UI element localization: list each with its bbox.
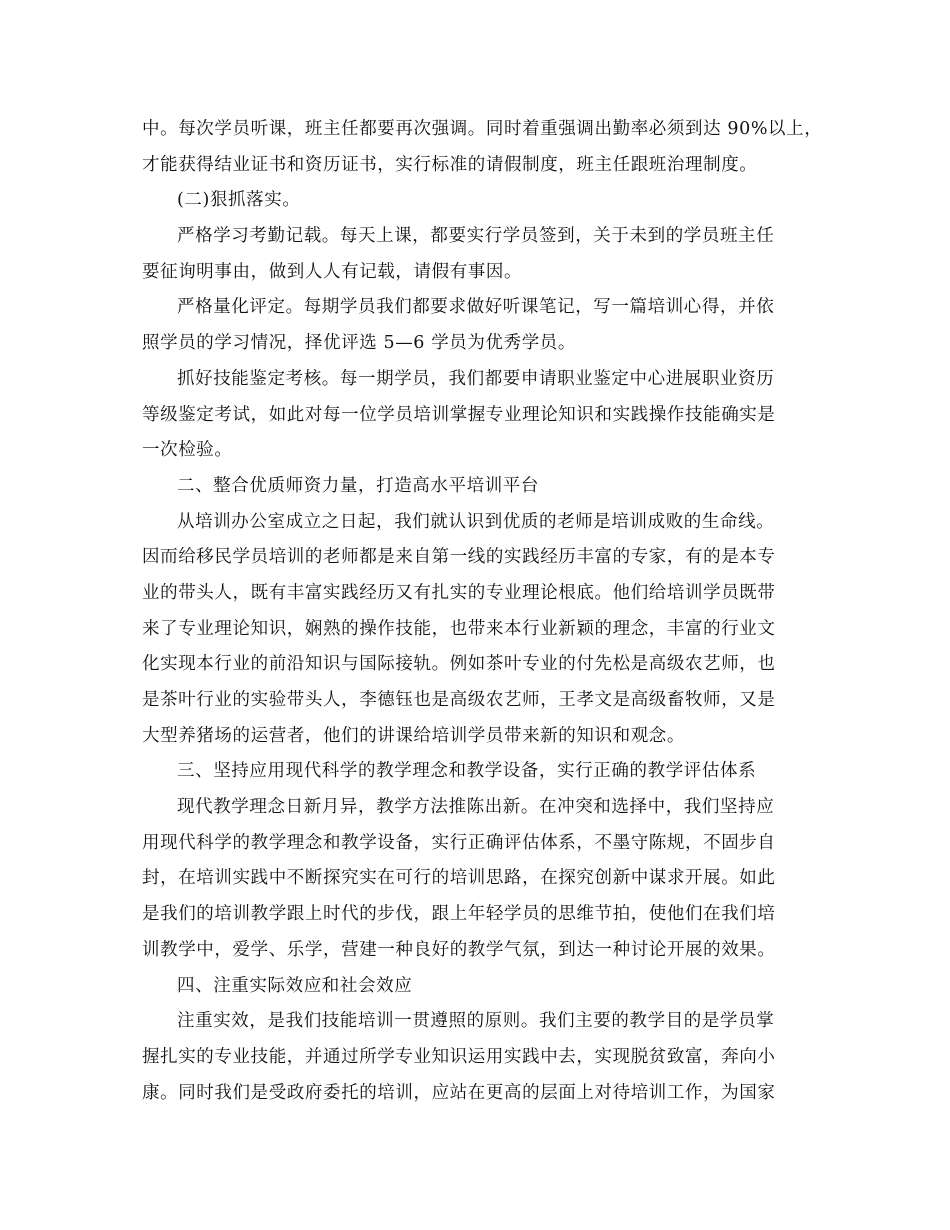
text-line: 训教学中，爱学、乐学，营建一种良好的教学气氛，到达一种讨论开展的效果。 [142, 939, 776, 960]
text-line: 封，在培训实践中不断探究实在可行的培训思路，在探究创新中谋求开展。如此 [142, 868, 776, 889]
text-line: 注重实效，是我们技能培训一贯遵照的原则。我们主要的教学目的是学员掌 [177, 1011, 775, 1032]
text-line: 是茶叶行业的实验带头人，李德钰也是高级农艺师，王孝文是高级畜牧师，又是 [142, 690, 776, 710]
text-line: 三、坚持应用现代科学的教学理念和教学设备，实行正确的教学评估体系 [177, 761, 757, 782]
text-line: 因而给移民学员培训的老师都是来自第一线的实践经历丰富的专家，有的是本专 [142, 547, 776, 568]
text-line: 康。同时我们是受政府委托的培训，应站在更高的层面上对待培训工作，为国家 [142, 1082, 776, 1103]
text-line: 严格学习考勤记载。每天上课，都要实行学员签到，关于未到的学员班主任 [177, 226, 775, 247]
text-line: 来了专业理论知识，娴熟的操作技能，也带来本行业新颖的理念，丰富的行业文 [142, 618, 776, 639]
text-line: 才能获得结业证书和资历证书，实行标准的请假制度，班主任跟班治理制度。 [142, 154, 758, 175]
text-line: 二、整合优质师资力量，打造高水平培训平台 [177, 475, 539, 496]
text-line: 是我们的培训教学跟上时代的步伐，跟上年轻学员的思维节拍，使他们在我们培 [142, 904, 776, 925]
text-line: 中。每次学员听课，班主任都要再次强调。同时着重强调出勤率必须到达 90%以上， [142, 119, 823, 139]
text-line: 业的带头人，既有丰富实践经历又有扎实的专业理论根底。他们给培训学员既带 [142, 582, 776, 603]
body-text [142, 112, 822, 1111]
text-line: (二)狠抓落实。 [177, 190, 301, 211]
text-line: 从培训办公室成立之日起，我们就认识到优质的老师是培训成败的生命线。 [177, 511, 775, 532]
text-line: 现代教学理念日新月异，教学方法推陈出新。在冲突和选择中，我们坚持应 [177, 797, 775, 818]
text-line: 要征询明事由，做到人人有记载，请假有事因。 [142, 261, 523, 282]
text-line: 等级鉴定考试，如此对每一位学员培训掌握专业理论知识和实践操作技能确实是 [142, 404, 776, 425]
text-line: 用现代科学的教学理念和教学设备，实行正确评估体系，不墨守陈规，不固步自 [142, 832, 776, 853]
text-line: 大型养猪场的运营者，他们的讲课给培训学员带来新的知识和观念。 [142, 725, 685, 746]
text-line: 严格量化评定。每期学员我们都要求做好听课笔记，写一篇培训心得，并依 [177, 297, 775, 318]
text-line: 照学员的学习情况，择优评选 5—6 学员为优秀学员。 [142, 333, 576, 354]
text-line: 握扎实的专业技能，并通过所学专业知识运用实践中去，实现脱贫致富，奔向小 [142, 1046, 776, 1067]
text-line: 四、注重实际效应和社会效应 [177, 975, 413, 996]
text-line: 化实现本行业的前沿知识与国际接轨。例如茶叶专业的付先松是高级农艺师，也 [142, 654, 776, 675]
text-line: 抓好技能鉴定考核。每一期学员，我们都要申请职业鉴定中心进展职业资历 [177, 368, 775, 389]
text-line: 一次检验。 [142, 440, 233, 461]
